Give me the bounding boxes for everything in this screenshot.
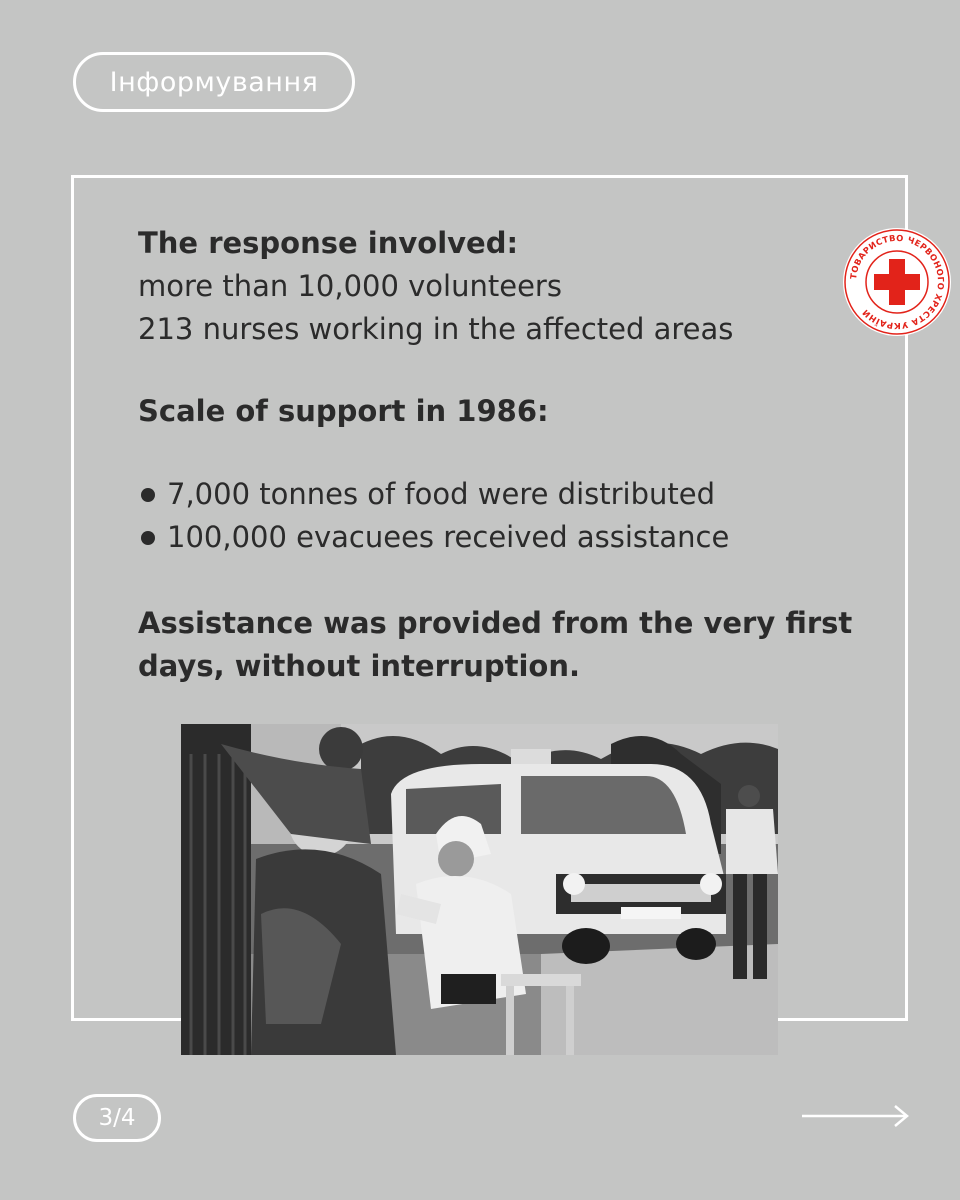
response-line-volunteers: more than 10,000 volunteers (138, 269, 562, 303)
response-line-nurses: 213 nurses working in the affected areas (138, 312, 734, 346)
bullet-icon (141, 488, 155, 502)
closing-line-2: days, without interruption. (138, 649, 580, 683)
support-heading: Scale of support in 1986: (138, 394, 549, 428)
category-tag-label: Інформування (109, 66, 319, 98)
category-tag (73, 52, 355, 112)
arrow-right-icon[interactable] (800, 1100, 912, 1132)
closing-line-1: Assistance was provided from the very first (138, 606, 853, 640)
main-content (138, 222, 853, 688)
bullet-icon (141, 531, 155, 545)
archival-photo (181, 724, 778, 1055)
page-indicator-label: 3/4 (98, 1105, 136, 1131)
bullet-text: 7,000 tonnes of food were distributed (167, 477, 716, 511)
page-indicator (73, 1094, 161, 1142)
bullet-item (138, 516, 838, 559)
logo-ring-text: ТОВАРИСТВО ЧЕРВОНОГО ХРЕСТА УКРАЇНИ (848, 232, 947, 332)
red-cross-logo (841, 226, 953, 338)
response-heading: The response involved: (138, 226, 519, 260)
bullet-item (138, 473, 838, 516)
ambulance-nurse-photo (181, 724, 778, 1055)
bullet-text: 100,000 evacuees received assistance (167, 520, 730, 554)
